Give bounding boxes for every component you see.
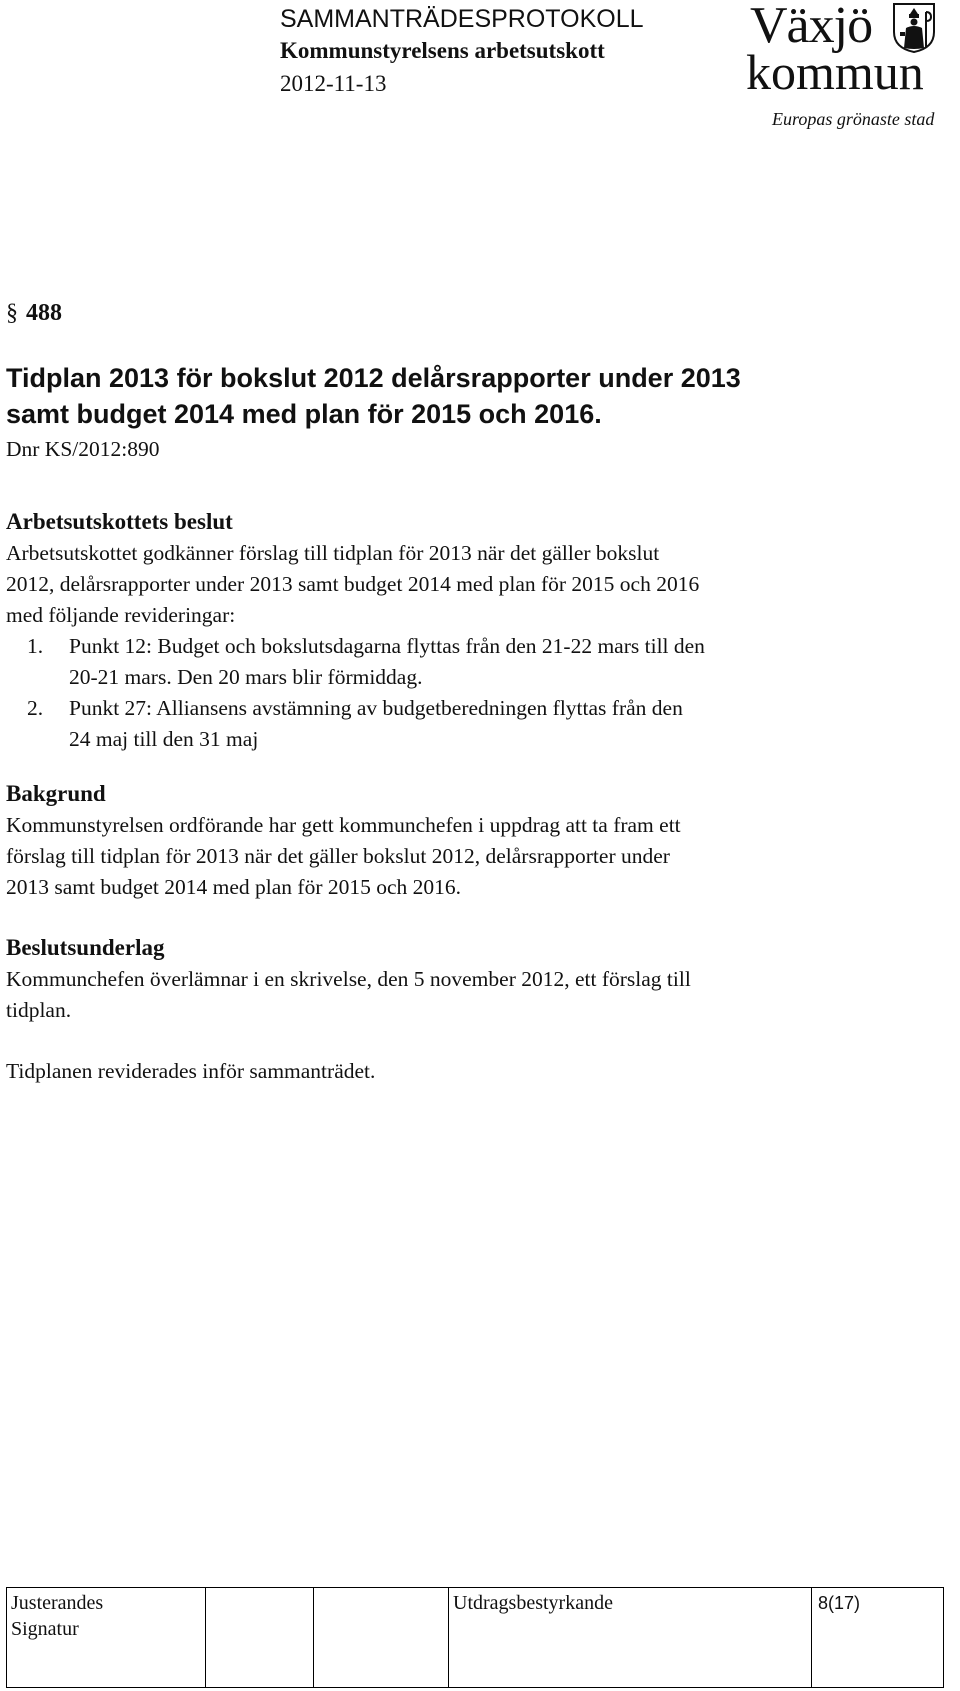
background-heading: Bakgrund [6,781,106,806]
dnr-reference: Dnr KS/2012:890 [6,437,160,461]
list-item [27,631,705,693]
decision-line: Arbetsutskottet godkänner förslag till tidplan för 2013 när det gäller bokslut [6,541,660,565]
list-item-text [47,693,705,755]
decision-line: med följande revideringar: [6,603,236,627]
page-number-cell [812,1588,944,1688]
basis-text [6,964,691,1026]
signature-box [314,1588,449,1688]
signature-box [206,1588,314,1688]
logo-text-kommun: kommun [746,44,924,100]
justerandes-label-line: Justerandes [11,1592,104,1614]
decision-section [6,506,705,755]
document-header [280,4,644,100]
list-item-line: Punkt 27: Alliansens avstämning av budgetberedningen flyttas från den [69,696,683,720]
title-line-1: Tidplan 2013 för bokslut 2012 delårsrapporter under 2013 [6,363,741,393]
justerandes-label [7,1588,205,1644]
paragraph-title [6,360,741,432]
vaxjo-kommun-logo [746,0,960,135]
list-item-number: 2. [27,696,44,720]
logo-tagline: Europas grönaste stad [772,109,935,129]
list-item-line: 20-21 mars. Den 20 mars blir förmiddag. [69,665,423,689]
list-item-text [47,631,705,693]
revision-note: Tidplanen reviderades inför sammanträdet. [6,1059,376,1083]
decision-heading: Arbetsutskottets beslut [6,509,233,534]
revision-list [27,631,705,755]
document-type: SAMMANTRÄDESPROTOKOLL [280,5,644,33]
title-line-2: samt budget 2014 med plan för 2015 och 2016. [6,399,602,429]
list-item [27,693,705,755]
background-line: Kommunstyrelsen ordförande har gett kommunchefen i uppdrag att ta fram ett [6,813,681,837]
utdrag-cell [449,1588,812,1688]
background-line: 2013 samt budget 2014 med plan för 2015 och 2016. [6,875,462,899]
committee-name: Kommunstyrelsens arbetsutskott [280,38,605,63]
logo-text-vaxjo: Växjö [750,0,873,54]
background-line: förslag till tidplan för 2013 när det gäller bokslut 2012, delårsrapporter under [6,844,670,868]
justerandes-cell [7,1588,206,1688]
meeting-date: 2012-11-13 [280,71,387,96]
paragraph-number-value: 488 [26,300,62,326]
list-item-line: Punkt 12: Budget och bokslutsdagarna flyttas från den 21-22 mars till den [69,634,705,658]
basis-section [6,932,691,1026]
paragraph-number [6,300,62,327]
basis-line: Kommunchefen överlämnar i en skrivelse, den 5 november 2012, ett förslag till [6,967,691,991]
basis-line: tidplan. [6,998,72,1022]
justerandes-label-line: Signatur [11,1618,79,1640]
list-item-number: 1. [27,634,44,658]
section-symbol: § [6,300,18,326]
utdrag-label: Utdragsbestyrkande [453,1592,613,1614]
list-item-line: 24 maj till den 31 maj [69,727,259,751]
background-section [6,778,681,903]
signature-footer [6,1587,944,1688]
background-text [6,810,681,903]
decision-line: 2012, delårsrapporter under 2013 samt budget 2014 med plan för 2015 och 2016 [6,572,700,596]
page-number: 8(17) [818,1593,861,1613]
basis-heading: Beslutsunderlag [6,935,165,960]
decision-text [6,538,705,631]
